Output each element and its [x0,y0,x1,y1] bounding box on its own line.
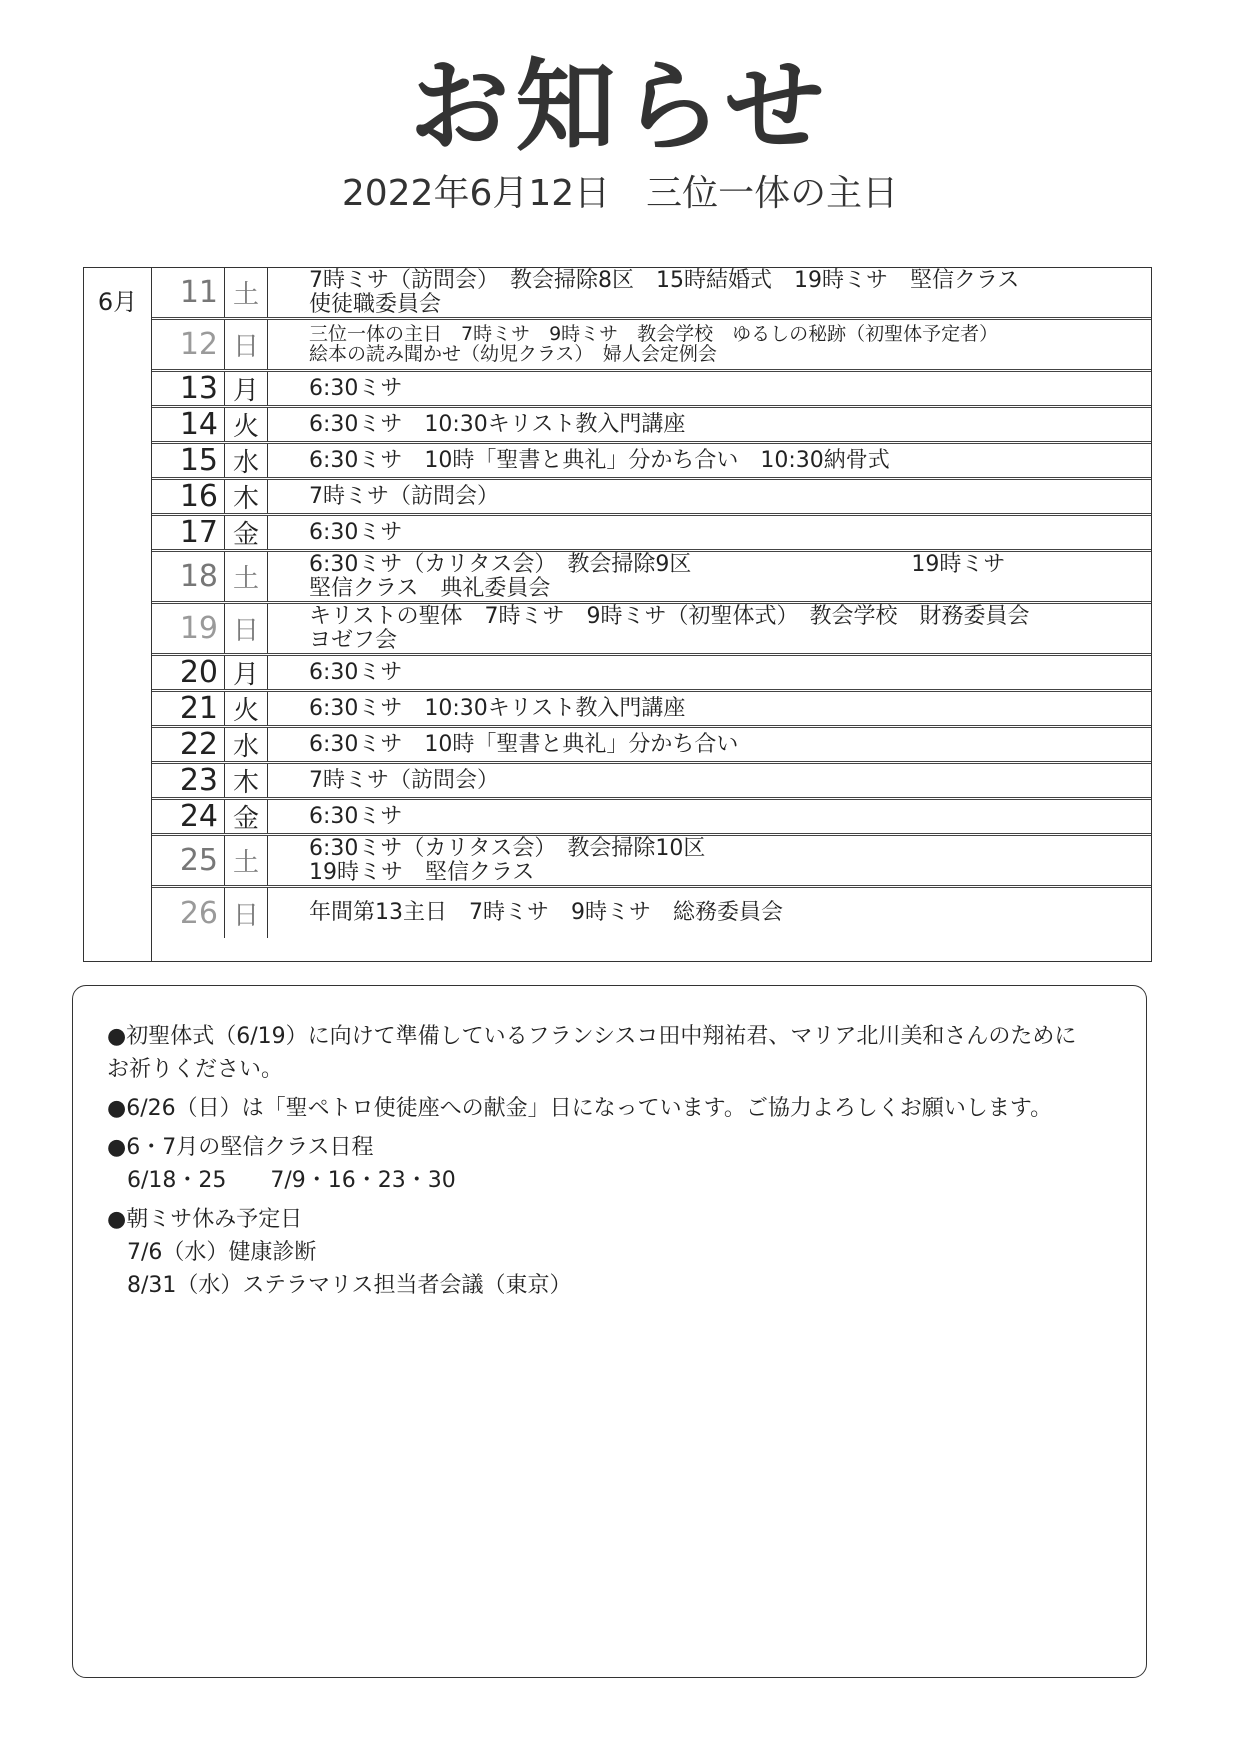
event-text [309,552,1143,601]
weekday: 日 [225,320,268,369]
event-line: 19時ミサ 堅信クラス [309,859,535,885]
schedule-row [152,888,1151,938]
day-number: 14 [152,408,225,441]
weekday: 土 [225,552,268,601]
event-line: 絵本の読み聞かせ（幼児クラス） 婦人会定例会 [309,342,717,365]
notice-1-line-1: ●初聖体式（6/19）に向けて準備しているフランシスコ田中翔祐君、マリア北川美和さんのために [107,1024,1077,1049]
weekday: 日 [225,604,268,653]
weekday: 火 [225,408,268,441]
event-text [309,516,1143,549]
event-line: 6:30ミサ（カリタス会） 教会掃除9区 19時ミサ [309,552,1006,578]
schedule-row [152,516,1151,552]
notice-box [72,985,1147,1678]
day-number: 21 [152,692,225,725]
notice-3-dates: 6/18・25 7/9・16・23・30 [127,1168,456,1193]
event-text [309,268,1143,317]
event-line: 使徒職委員会 [309,291,442,317]
schedule-row [152,408,1151,444]
schedule-row [152,320,1151,372]
event-line: 堅信クラス 典礼委員会 [309,575,551,601]
day-number: 18 [152,552,225,601]
day-number: 20 [152,656,225,689]
weekday: 月 [225,372,268,405]
weekday: 木 [225,480,268,513]
weekday: 日 [225,888,268,938]
event-text [309,800,1143,833]
schedule-row [152,444,1151,480]
event-text [309,888,1143,938]
day-number: 15 [152,444,225,477]
event-text [309,692,1143,725]
schedule-row [152,692,1151,728]
event-line: 6:30ミサ（カリタス会） 教会掃除10区 [309,836,706,862]
event-line: 6:30ミサ 10時「聖書と典礼」分かち合い [309,731,739,757]
schedule-row [152,604,1151,656]
schedule-rows [152,268,1151,961]
schedule-row [152,372,1151,408]
event-text [309,444,1143,477]
event-line: 6:30ミサ [309,659,403,685]
notice-2: ●6/26（日）は「聖ペトロ使徒座への献金」日になっています。ご協力よろしくお願いします。 [107,1096,1053,1121]
day-number: 26 [152,888,225,938]
weekday: 水 [225,728,268,761]
event-line: 年間第13主日 7時ミサ 9時ミサ 総務委員会 [309,900,783,926]
schedule-row [152,656,1151,692]
weekday: 木 [225,764,268,797]
event-text [309,764,1143,797]
weekday: 火 [225,692,268,725]
event-line: 6:30ミサ [309,803,403,829]
weekday: 水 [225,444,268,477]
event-line: 三位一体の主日 7時ミサ 9時ミサ 教会学校 ゆるしの秘跡（初聖体予定者） [309,322,999,345]
event-text [309,372,1143,405]
day-number: 22 [152,728,225,761]
notice-4-title: ●朝ミサ休み予定日 [107,1207,303,1232]
event-text [309,728,1143,761]
event-text [309,408,1143,441]
notice-1-line-2: お祈りください。 [107,1057,284,1082]
event-line: ヨゼフ会 [309,627,398,653]
event-text [309,656,1143,689]
day-number: 16 [152,480,225,513]
schedule-table [83,267,1152,962]
schedule-row [152,800,1151,836]
schedule-row [152,764,1151,800]
weekday: 月 [225,656,268,689]
notice-4-item-1: 7/6（水）健康診断 [127,1240,317,1265]
notice-4-item-2: 8/31（水）ステラマリス担当者会議（東京） [127,1273,572,1298]
day-number: 24 [152,800,225,833]
weekday: 金 [225,516,268,549]
day-number: 13 [152,372,225,405]
event-line: キリストの聖体 7時ミサ 9時ミサ（初聖体式） 教会学校 財務委員会 [309,604,1030,630]
event-line: 7時ミサ（訪問会） [309,767,499,793]
day-number: 23 [152,764,225,797]
day-number: 19 [152,604,225,653]
month-label: 6月 [84,268,152,961]
page-subtitle: 2022年6月12日 三位一体の主日 [341,173,899,214]
schedule-row [152,836,1151,888]
weekday: 土 [225,836,268,885]
schedule-row [152,552,1151,604]
event-text [309,320,1143,369]
notice-3-title: ●6・7月の堅信クラス日程 [107,1135,374,1160]
schedule-row [152,268,1151,320]
schedule-row [152,728,1151,764]
event-line: 6:30ミサ 10:30キリスト教入門講座 [309,411,686,437]
day-number: 17 [152,516,225,549]
day-number: 11 [152,268,225,317]
event-line: 6:30ミサ [309,375,403,401]
event-line: 6:30ミサ 10時「聖書と典礼」分かち合い 10:30納骨式 [309,447,890,473]
event-line: 6:30ミサ 10:30キリスト教入門講座 [309,695,686,721]
weekday: 金 [225,800,268,833]
event-text [309,480,1143,513]
event-text [309,604,1143,653]
event-line: 7時ミサ（訪問会） [309,483,499,509]
schedule-row [152,480,1151,516]
day-number: 25 [152,836,225,885]
day-number: 12 [152,320,225,369]
event-text [309,836,1143,885]
event-line: 7時ミサ（訪問会） 教会掃除8区 15時結婚式 19時ミサ 堅信クラス [309,268,1020,294]
event-line: 6:30ミサ [309,519,403,545]
weekday: 土 [225,268,268,317]
page-title: お知らせ [409,48,831,165]
